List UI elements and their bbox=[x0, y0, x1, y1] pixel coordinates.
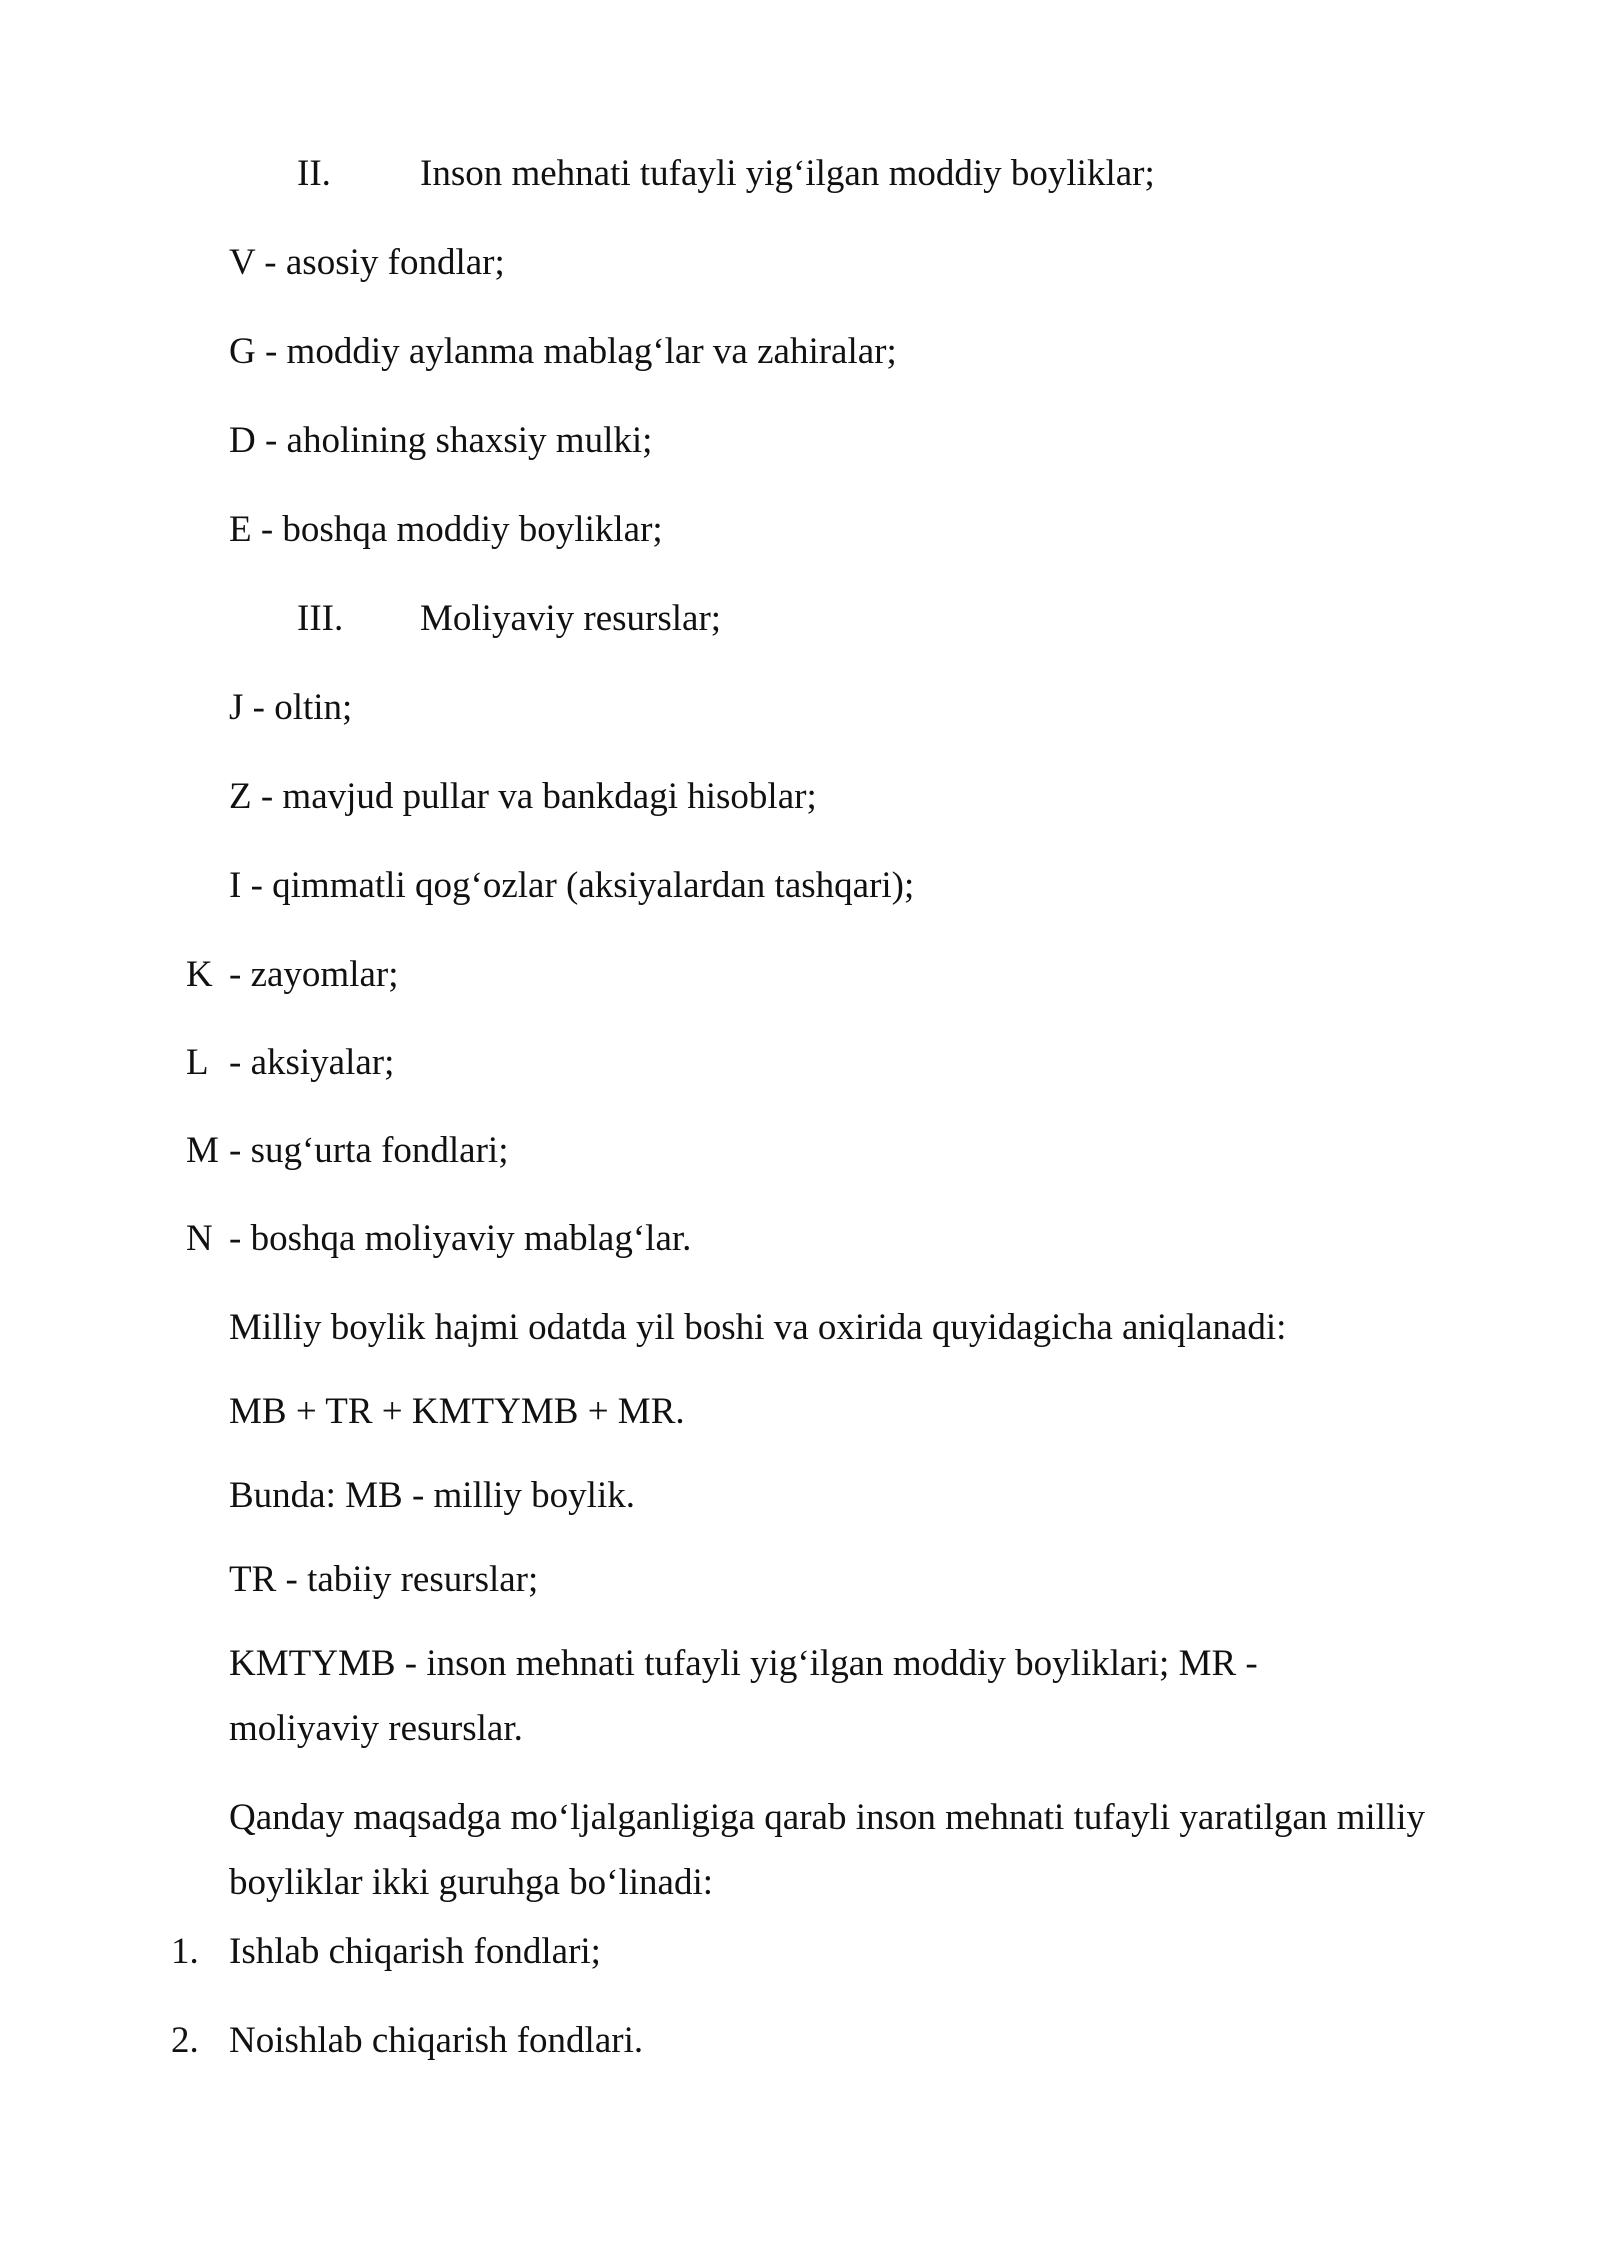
item-n-letter: N bbox=[186, 1218, 213, 1259]
section-3-numeral: III. bbox=[297, 598, 344, 639]
item-n-text: - boshqa moliyaviy mablag‘lar. bbox=[229, 1218, 692, 1259]
item-m-text: - sug‘urta fondlari; bbox=[229, 1130, 509, 1171]
item-m-letter: M bbox=[186, 1130, 219, 1171]
paragraph-kmtymb-line2: moliyaviy resurslar. bbox=[229, 1708, 523, 1749]
item-k-text: - zayomlar; bbox=[229, 954, 399, 995]
paragraph-bunda: Bunda: MB - milliy boylik. bbox=[229, 1475, 635, 1516]
paragraph-tr: TR - tabiiy resurslar; bbox=[229, 1559, 539, 1600]
paragraph-qanday-line2: boyliklar ikki guruhga bo‘linadi: bbox=[229, 1862, 713, 1903]
item-v: V - asosiy fondlar; bbox=[229, 242, 505, 283]
formula: MB + TR + KMTYMB + MR. bbox=[229, 1391, 685, 1432]
list-item-2-text: Noishlab chiqarish fondlari. bbox=[229, 2020, 644, 2061]
section-2-heading: Inson mehnati tufayli yig‘ilgan moddiy boyliklar; bbox=[420, 153, 1155, 194]
item-d: D - aholining shaxsiy mulki; bbox=[229, 420, 653, 461]
item-g: G - moddiy aylanma mablag‘lar va zahiralar; bbox=[229, 331, 897, 372]
paragraph-kmtymb-line1: KMTYMB - inson mehnati tufayli yig‘ilgan moddiy boyliklari; MR - bbox=[229, 1643, 1258, 1684]
paragraph-qanday-line1: Qanday maqsadga mo‘ljalganligiga qarab inson mehnati tufayli yaratilgan milliy bbox=[229, 1797, 1425, 1838]
item-e: E - boshqa moddiy boyliklar; bbox=[229, 509, 663, 550]
item-l-text: - aksiyalar; bbox=[229, 1042, 395, 1083]
paragraph-intro: Milliy boylik hajmi odatda yil boshi va oxirida quyidagicha aniqlanadi: bbox=[229, 1307, 1287, 1348]
item-k-letter: K bbox=[186, 954, 213, 995]
section-3-heading: Moliyaviy resurslar; bbox=[420, 598, 722, 639]
item-i: I - qimmatli qog‘ozlar (aksiyalardan tashqari); bbox=[229, 865, 915, 906]
list-item-1-number: 1. bbox=[171, 1931, 199, 1972]
list-item-2-number: 2. bbox=[171, 2020, 199, 2061]
item-j: J - oltin; bbox=[229, 687, 353, 728]
item-z: Z - mavjud pullar va bankdagi hisoblar; bbox=[229, 776, 817, 817]
list-item-1-text: Ishlab chiqarish fondlari; bbox=[229, 1931, 601, 1972]
item-l-letter: L bbox=[186, 1042, 209, 1083]
section-2-numeral: II. bbox=[297, 153, 331, 194]
